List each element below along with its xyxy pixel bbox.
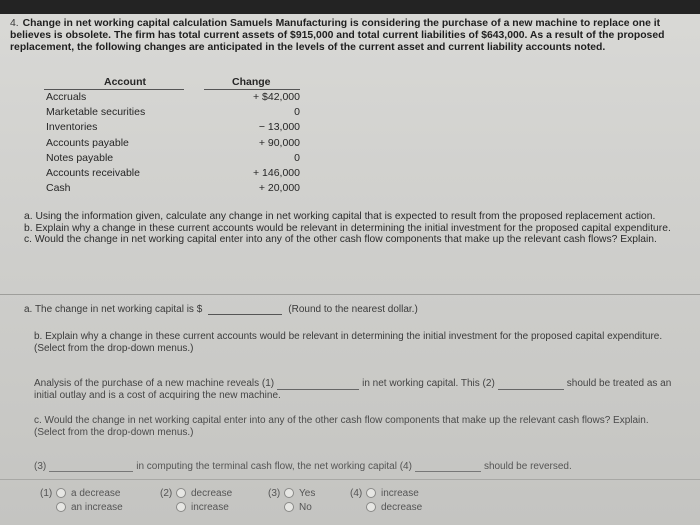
part-c-text: c. Would the change in net working capital enter into any of the other cash flow components that make up the relevant cash flows? Explain. — [24, 234, 657, 246]
part-b-text: b. Explain why a change in these current accounts would be relevant in determining the initial investment for the proposed capital expenditure. — [24, 222, 671, 234]
account-name: Inventories — [46, 121, 98, 134]
radio-icon[interactable] — [284, 502, 294, 512]
change-value: − 13,000 — [258, 121, 300, 134]
option-label: increase — [381, 488, 419, 499]
change-value: + 90,000 — [258, 136, 300, 149]
answer-b-part1: Analysis of the purchase of a new machine reveals (1) — [34, 378, 275, 389]
option-group-number: (3) — [268, 488, 281, 499]
answer-c-part2: in computing the terminal cash flow, the net working capital (4) — [136, 461, 412, 472]
table-row — [44, 120, 304, 135]
table-row — [44, 105, 304, 120]
table-header — [44, 76, 304, 90]
change-value: + $42,000 — [252, 91, 300, 103]
change-column-header: Change — [232, 76, 271, 88]
nwc-change-input[interactable] — [208, 304, 282, 315]
table-row — [44, 181, 304, 196]
table-row — [44, 166, 304, 181]
option-an-increase[interactable] — [56, 502, 123, 514]
divider — [0, 294, 700, 295]
option-increase[interactable] — [366, 488, 419, 500]
account-name: Accruals — [46, 91, 87, 103]
option-yes[interactable] — [284, 488, 315, 500]
answer-b-part2: in net working capital. This (2) — [362, 378, 495, 389]
answer-a — [24, 304, 418, 315]
account-column-header: Account — [104, 76, 146, 88]
radio-icon[interactable] — [176, 488, 186, 498]
radio-icon[interactable] — [284, 488, 294, 498]
divider — [0, 479, 700, 480]
top-bar — [0, 0, 700, 14]
account-name: Accounts receivable — [46, 166, 140, 179]
radio-icon[interactable] — [366, 488, 376, 498]
question-body: Change in net working capital calculation Samuels Manufacturing is considering the purchase of a new machine to replace one it believes is obsolete. The firm has total current assets of $915,000 and total current liabilities of $643,000. As a result of the proposed replacement, the following changes are anticipated in the levels of the current asset and current liability accounts noted. — [10, 18, 665, 53]
table-row — [44, 136, 304, 151]
table-row — [44, 90, 304, 105]
question-number: 4. — [10, 18, 19, 29]
dropdown-3[interactable] — [49, 462, 133, 472]
option-no[interactable] — [284, 502, 312, 514]
radio-icon[interactable] — [366, 502, 376, 512]
question-text — [10, 18, 686, 54]
account-name: Accounts payable — [46, 136, 129, 149]
option-label: Yes — [299, 488, 316, 499]
option-decrease[interactable] — [366, 502, 422, 514]
answer-a-hint: (Round to the nearest dollar.) — [288, 304, 418, 315]
dropdown-4[interactable] — [415, 462, 481, 472]
option-decrease[interactable] — [176, 488, 232, 500]
radio-icon[interactable] — [56, 502, 66, 512]
option-group-number: (2) — [160, 488, 173, 499]
account-name: Cash — [46, 182, 71, 195]
change-value: 0 — [294, 151, 300, 164]
radio-icon[interactable] — [56, 488, 66, 498]
answer-c-sentence — [34, 461, 674, 472]
radio-icon[interactable] — [176, 502, 186, 512]
option-label: No — [299, 502, 312, 513]
option-a-decrease[interactable] — [56, 488, 120, 500]
option-label: a decrease — [71, 488, 121, 499]
question-parts — [24, 211, 674, 246]
answer-b-sentence — [34, 378, 674, 401]
account-name: Marketable securities — [46, 106, 146, 119]
account-name: Notes payable — [46, 151, 114, 164]
answer-b-part3: should be treated as an initial outlay and is a cost of acquiring the new machine. — [34, 378, 672, 401]
answer-b-prompt: b. Explain why a change in these current accounts would be relevant in determining the initial investment for the proposed capital expenditure. (Select from the drop-down menus.) — [34, 331, 663, 354]
option-group-number: (4) — [350, 488, 363, 499]
answer-c-part3: should be reversed. — [483, 461, 572, 472]
account-change-table — [44, 76, 304, 196]
option-increase[interactable] — [176, 502, 229, 514]
dropdown-1[interactable] — [277, 380, 359, 390]
option-label: decrease — [191, 488, 233, 499]
part-a-text: a. Using the information given, calculate any change in net working capital that is expected to result from the proposed replacement action. — [24, 211, 656, 222]
dropdown-2[interactable] — [498, 380, 564, 390]
option-label: decrease — [381, 502, 423, 513]
change-value: + 20,000 — [258, 182, 300, 195]
answer-c-part1: (3) — [34, 461, 47, 472]
answer-a-prefix: a. The change in net working capital is $ — [24, 304, 203, 315]
option-group-number: (1) — [40, 488, 53, 499]
option-label: an increase — [71, 502, 123, 513]
change-value: 0 — [294, 106, 300, 119]
table-row — [44, 151, 304, 166]
change-value: + 146,000 — [252, 166, 300, 179]
option-label: increase — [191, 502, 229, 513]
answer-c-prompt: c. Would the change in net working capital enter into any of the other cash flow components that make up the relevant cash flows? Explain. (Select from the drop-down menus.) — [34, 415, 649, 438]
